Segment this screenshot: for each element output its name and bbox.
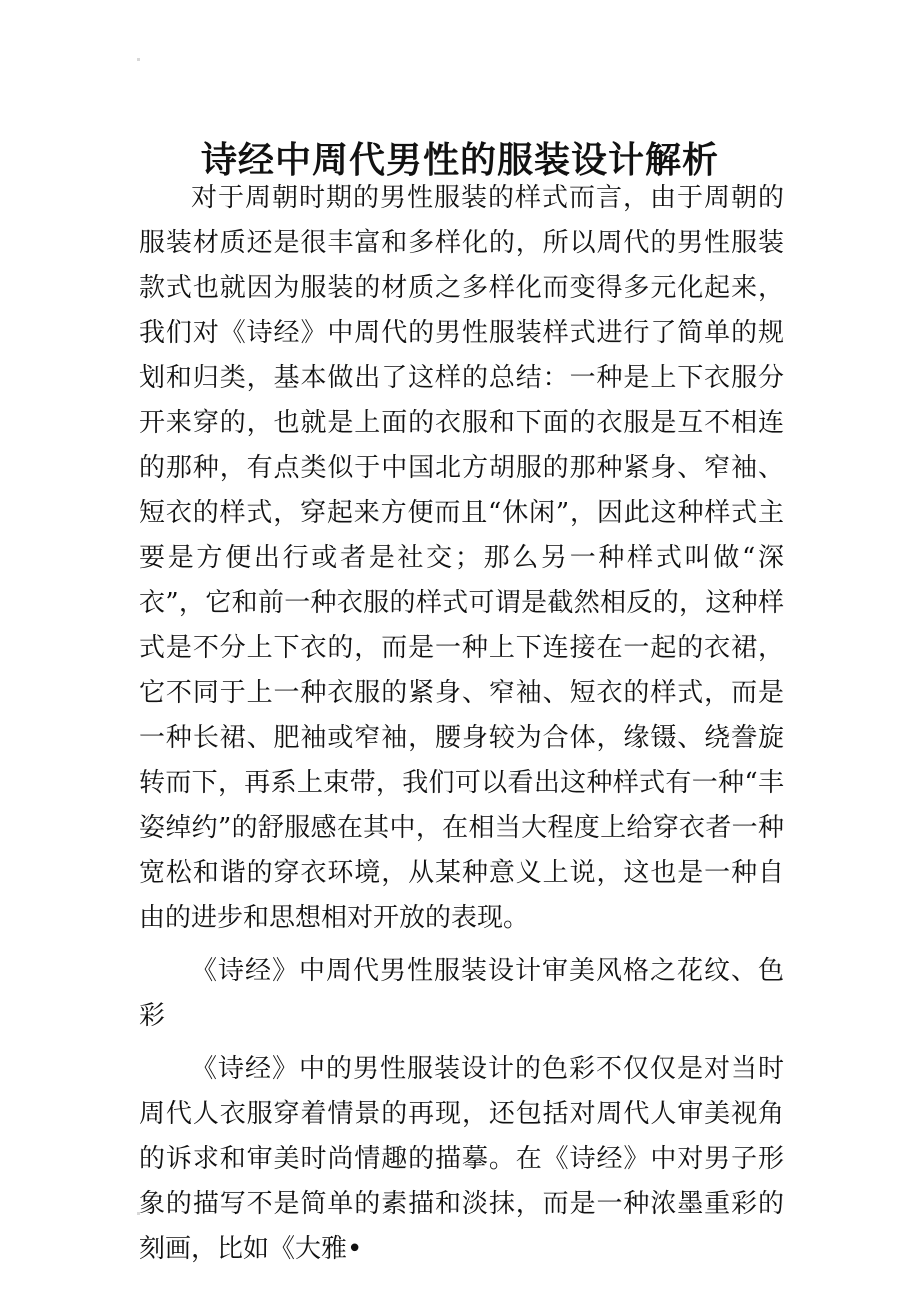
- document-title: 诗经中周代男性的服装设计解析: [200, 139, 719, 182]
- section-heading: 《诗经》中周代男性服装设计审美风格之花纹、色彩: [139, 956, 784, 1031]
- paragraph: 《诗经》中的男性服装设计的色彩不仅仅是对当时周代人衣服穿着情景的再现，还包括对周代人审美视角的诉求和审美时尚情趣的描摹。在《诗经》中对男子形象的描写不是简单的素描和淡抹，而是一种浓墨重彩的刻画，比如《大雅•: [139, 1054, 784, 1264]
- paragraph: 对于周朝时期的男性服装的样式而言，由于周朝的服装材质还是很丰富和多样化的，所以周代的男性服装款式也就因为服装的材质之多样化而变得多元化起来，我们对《诗经》中周代的男性服装样式进行了简单的规划和归类，基本做出了这样的总结：一种是上下衣服分开来穿的，也就是上面的衣服和下面的衣服是互不相连的那种，有点类似于中国北方胡服的那种紧身、窄袖、短衣的样式，穿起来方便而且“休闲”，因此这种样式主要是方便出行或者是社交；那么另一种样式叫做“深衣”，它和前一种衣服的样式可谓是截然相反的，这种样式是不分上下衣的，而是一种上下连接在一起的衣裙，它不同于上一种衣服的紧身、窄袖、短衣的样式，而是一种长裙、肥袖或窄袖，腰身较为合体，缘镊、绕誊旋转而下，再系上束带，我们可以看出这种样式有一种“丰姿绰约”的舒服感在其中，在相当大程度上给穿衣者一种宽松和谐的穿衣环境，从某种意义上说，这也是一种自由的进步和思想相对开放的表现。: [139, 183, 784, 933]
- document-body: [139, 176, 784, 1272]
- page-corner-mark: [137, 58, 140, 61]
